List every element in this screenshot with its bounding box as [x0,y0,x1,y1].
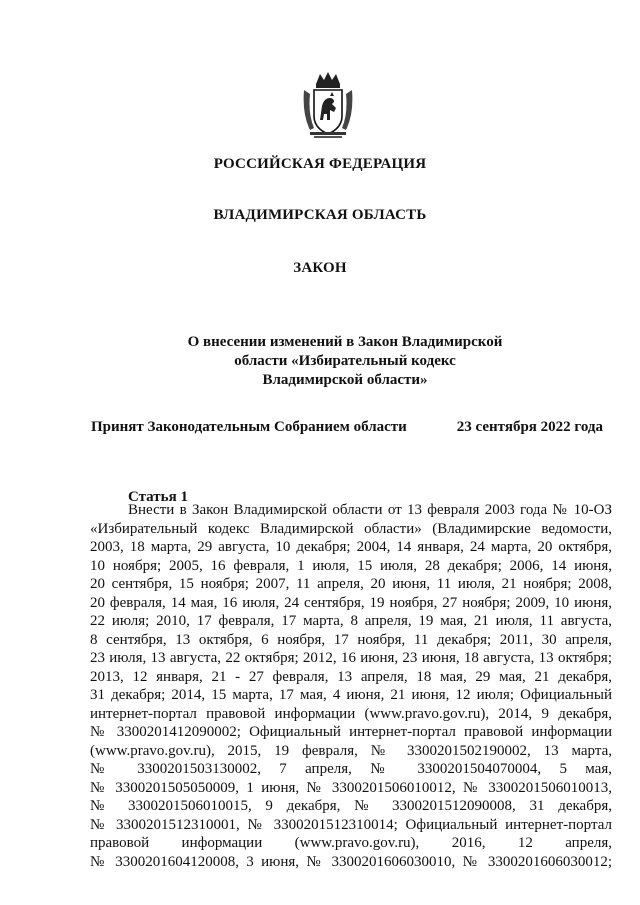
document-type-heading: ЗАКОН [293,260,347,276]
coat-of-arms-emblem [300,70,356,140]
vladimir-coat-of-arms-icon [300,70,356,140]
adoption-line [91,419,603,436]
region-heading: ВЛАДИМИРСКАЯ ОБЛАСТЬ [213,207,427,223]
body-line: № 3300201604120008, 3 июня, № 3300201606030010, № 3300201606030012; [90,853,612,870]
law-title-line: Владимирской области» [262,372,428,388]
adoption-label: Принят Законодательным Собранием области [91,419,407,435]
body-line: 20 сентября, 15 ноября; 2007, 11 апреля, 20 июня, 11 июля, 21 ноября; 2008, [90,576,612,592]
body-line: (www.pravo.gov.ru), 2015, 19 февраля, № 3300201502190002, 13 марта, [90,742,612,759]
body-line: 23 июля, 13 августа, 22 октября; 2012, 16 июня, 23 июня, 18 августа, 13 октября; [90,650,612,666]
body-line: «Избирательный кодекс Владимирской области» (Владимирские ведомости, [90,520,612,537]
body-line: 31 декабря; 2014, 15 марта, 17 мая, 4 июня, 21 июня, 12 июля; Официальный [90,687,612,703]
law-title-line: области «Избирательный кодекс [234,353,456,369]
law-title [150,333,540,390]
body-line: интернет-портал правовой информации (www.pravo.gov.ru), 2014, 9 декабря, [90,705,612,722]
body-line: 20 февраля, 14 мая, 16 июля, 24 сентября, 19 ноября, 27 ноября; 2009, 10 июня, [90,594,612,611]
body-line: № 3300201505050009, 1 июня, № 3300201506010012, № 3300201506010013, [90,779,612,796]
body-line: 8 сентября, 13 октября, 6 ноября, 17 ноября, 11 декабря; 2011, 30 апреля, [90,631,612,648]
body-line: 10 ноября; 2005, 16 февраля, 1 июля, 15 июля, 28 декабря; 2006, 14 июня, [90,557,612,574]
law-title-line: О внесении изменений в Закон Владимирской [187,334,503,350]
body-line: № 3300201412090002; Официальный интернет-портал правовой информации [90,724,612,740]
body-line: 22 июля; 2010, 17 февраля, 17 марта, 8 апреля, 19 мая, 21 июля, 11 августа, [90,613,612,629]
article-body [90,501,612,871]
body-line: правовой информации (www.pravo.gov.ru), 2016, 12 апреля, [90,835,612,851]
article-heading: Статья 1 [128,489,188,505]
adoption-date: 23 сентября 2022 года [456,419,603,435]
body-line: 2003, 18 марта, 29 августа, 10 декабря; 2004, 14 января, 24 марта, 20 октября, [90,539,612,555]
body-line: 2013, 12 января, 21 - 27 февраля, 13 апреля, 18 мая, 29 мая, 21 декабря, [90,668,612,685]
body-line: Внести в Закон Владимирской области от 13 февраля 2003 года № 10-ОЗ [128,502,612,518]
body-line: № 3300201506010015, 9 декабря, № 3300201512090008, 31 декабря, [90,798,612,814]
country-heading: РОССИЙСКАЯ ФЕДЕРАЦИЯ [213,156,427,172]
body-line: № 3300201512310001, № 3300201512310014; Официальный интернет-портал [90,816,612,833]
body-line: № 3300201503130002, 7 апреля, № 3300201504070004, 5 мая, [90,761,612,777]
